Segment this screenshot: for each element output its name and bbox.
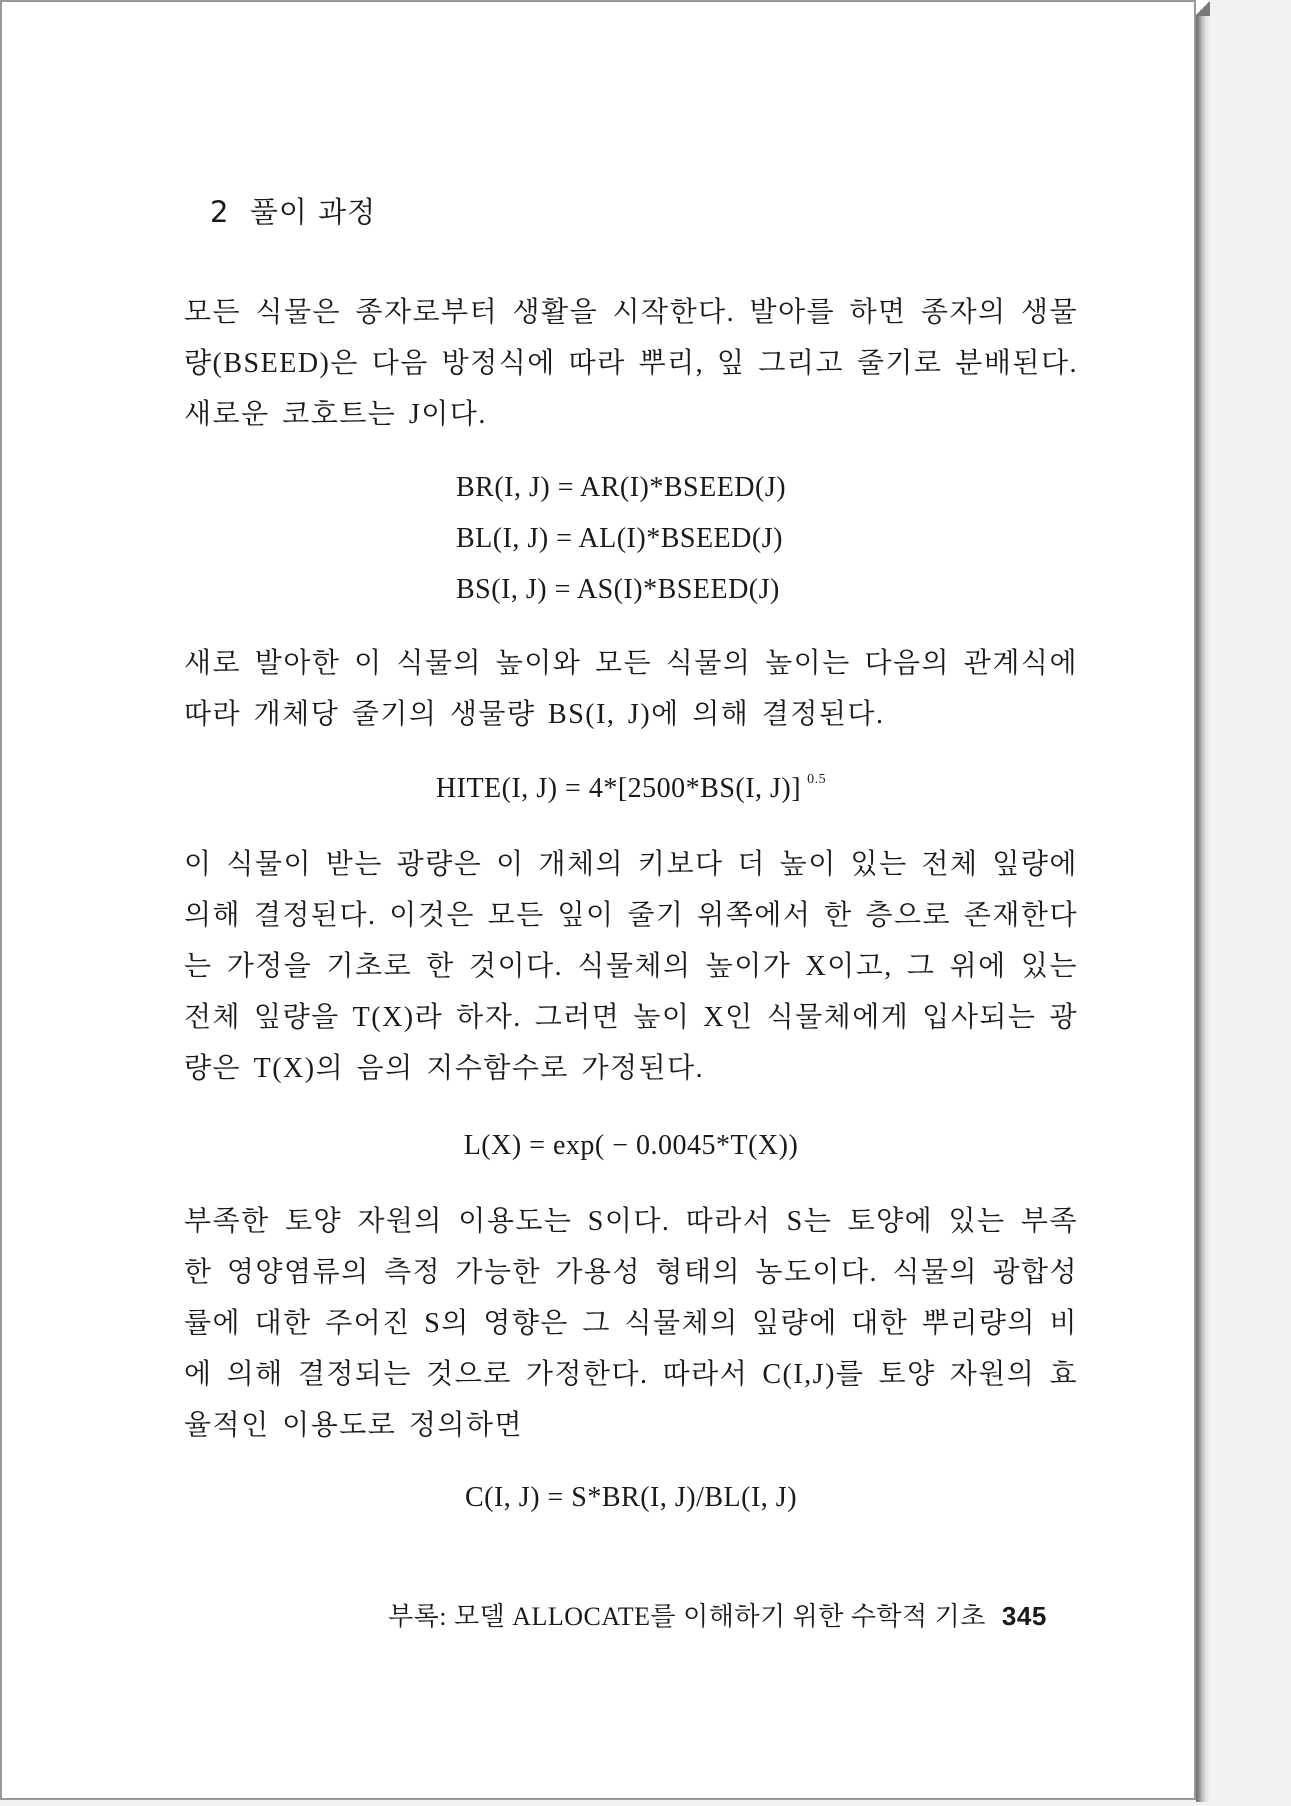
allocation-equations [456, 462, 786, 615]
equation-hite-exponent: 0.5 [807, 772, 827, 787]
equation-light: L(X) = exp( − 0.0045*T(X)) [463, 1130, 799, 1161]
equation-hite-main: HITE(I, J) = 4*[2500*BS(I, J)] [435, 773, 802, 804]
running-title: 부록: 모델 ALLOCATE를 이해하기 위한 수학적 기초 [388, 1602, 986, 1631]
section-number: 2 [210, 195, 230, 229]
page-corner [1196, 0, 1210, 16]
equation-bs: BS(I, J) = AS(I)*BSEED(J) [456, 574, 780, 605]
section-title: 풀이 과정 [249, 195, 377, 229]
equation-bl: BL(I, J) = AL(I)*BSEED(J) [456, 523, 783, 554]
paragraph-light: 이 식물이 받는 광량은 이 개체의 키보다 더 높이 있는 전체 잎량에 의해 결정된다. 이것은 모든 잎이 줄기 위쪽에서 한 층으로 존재한다는 가정을 기초로 한 것이다. 식물체의 높이가 X이고, 그 위에 있는 전체 잎량을 T(X)라 하자. 그러면 높이 X인 식물체에게 입사되는 광량은 T(X)의 음의 지수함수로 가정된다. [184, 849, 1078, 1084]
paragraph-soil-resource: 부족한 토양 자원의 이용도는 S이다. 따라서 S는 토양에 있는 부족한 영양염류의 측정 가능한 가용성 형태의 농도이다. 식물의 광합성률에 대한 주어진 S의 영향은 그 식물체의 잎량에 대한 뿌리량의 비에 의해 결정되는 것으로 가정한다. 따라서 C(I,J)를 토양 자원의 효율적인 이용도로 정의하면 [184, 1206, 1078, 1441]
page-number: 345 [1001, 1601, 1047, 1631]
page-footer [388, 1596, 1047, 1633]
section-heading [210, 190, 376, 231]
equation-hite [184, 772, 1078, 805]
paragraph-seed-allocation: 모든 식물은 종자로부터 생활을 시작한다. 발아를 하면 종자의 생물량(BSEED)은 다음 방정식에 따라 뿌리, 잎 그리고 줄기로 분배된다. 새로운 코호트는 J이다. [184, 297, 1078, 430]
paragraph-height: 새로 발아한 이 식물의 높이와 모든 식물의 높이는 다음의 관계식에 따라 개체당 줄기의 생물량 BS(I, J)에 의해 결정된다. [184, 648, 1078, 730]
equation-c: C(I, J) = S*BR(I, J)/BL(I, J) [464, 1482, 798, 1513]
equation-br: BR(I, J) = AR(I)*BSEED(J) [456, 472, 787, 503]
page-edge-shadow [1196, 4, 1210, 1802]
